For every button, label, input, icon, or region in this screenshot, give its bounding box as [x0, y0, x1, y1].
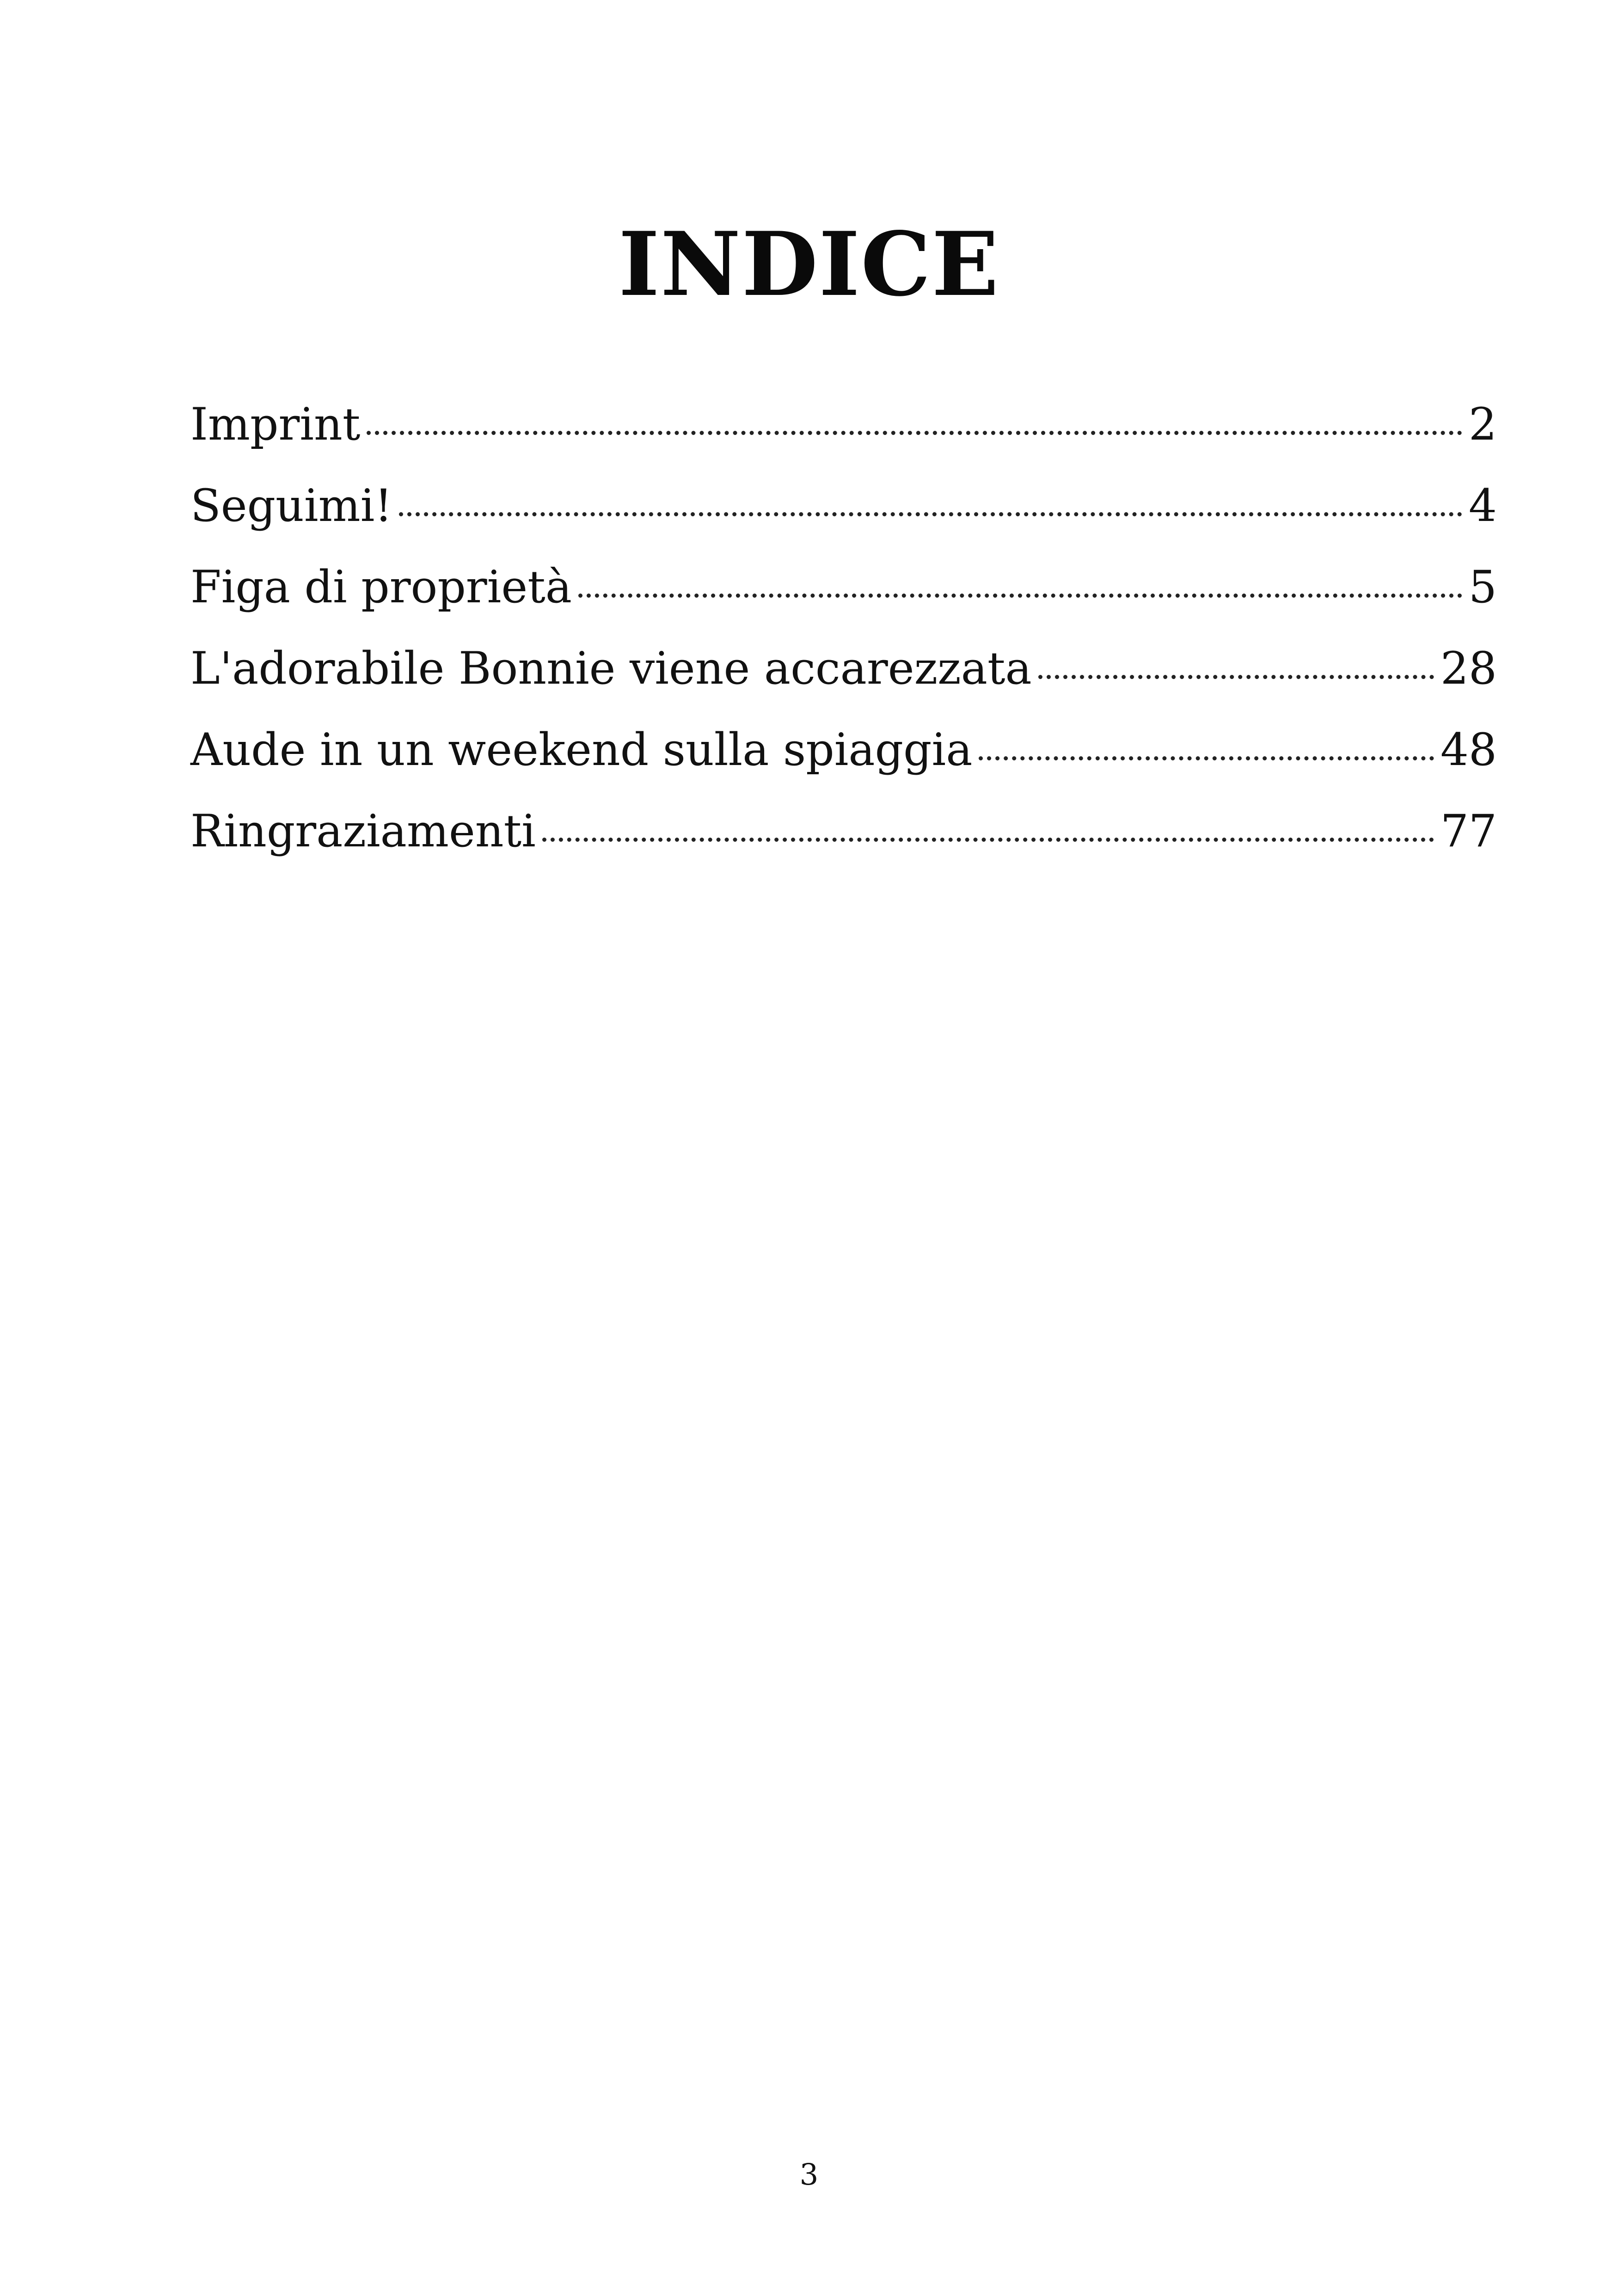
page-number: 3	[799, 2158, 819, 2192]
toc-entry[interactable]	[190, 546, 1497, 628]
toc-entry-title: Figa di proprietà	[190, 561, 572, 613]
dot-leader	[578, 594, 1462, 598]
toc-entry-page: 5	[1468, 561, 1497, 613]
toc-entry[interactable]	[190, 628, 1497, 709]
toc-entry[interactable]	[190, 465, 1497, 546]
toc-entry-page: 2	[1468, 398, 1497, 450]
toc-entry[interactable]	[190, 790, 1497, 872]
toc-entry-page: 48	[1440, 724, 1497, 776]
toc-entry-title: L'adorabile Bonnie viene accarezzata	[190, 643, 1032, 694]
dot-leader	[399, 512, 1462, 516]
toc-entry-title: Ringraziamenti	[190, 805, 536, 857]
dot-leader	[1038, 675, 1434, 679]
dot-leader	[979, 756, 1434, 760]
toc-entry-title: Aude in un weekend sulla spiaggia	[190, 724, 973, 776]
toc-entry-page: 77	[1440, 805, 1497, 857]
toc-entry-page: 4	[1468, 480, 1497, 532]
toc-entry-title: Imprint	[190, 398, 361, 450]
table-of-contents	[190, 384, 1497, 872]
dot-leader	[542, 838, 1434, 842]
toc-entry-page: 28	[1440, 643, 1497, 694]
dot-leader	[367, 431, 1462, 435]
toc-entry-title: Seguimi!	[190, 480, 392, 532]
toc-entry[interactable]	[190, 709, 1497, 790]
page-title: INDICE	[618, 213, 1000, 316]
toc-entry[interactable]	[190, 384, 1497, 465]
